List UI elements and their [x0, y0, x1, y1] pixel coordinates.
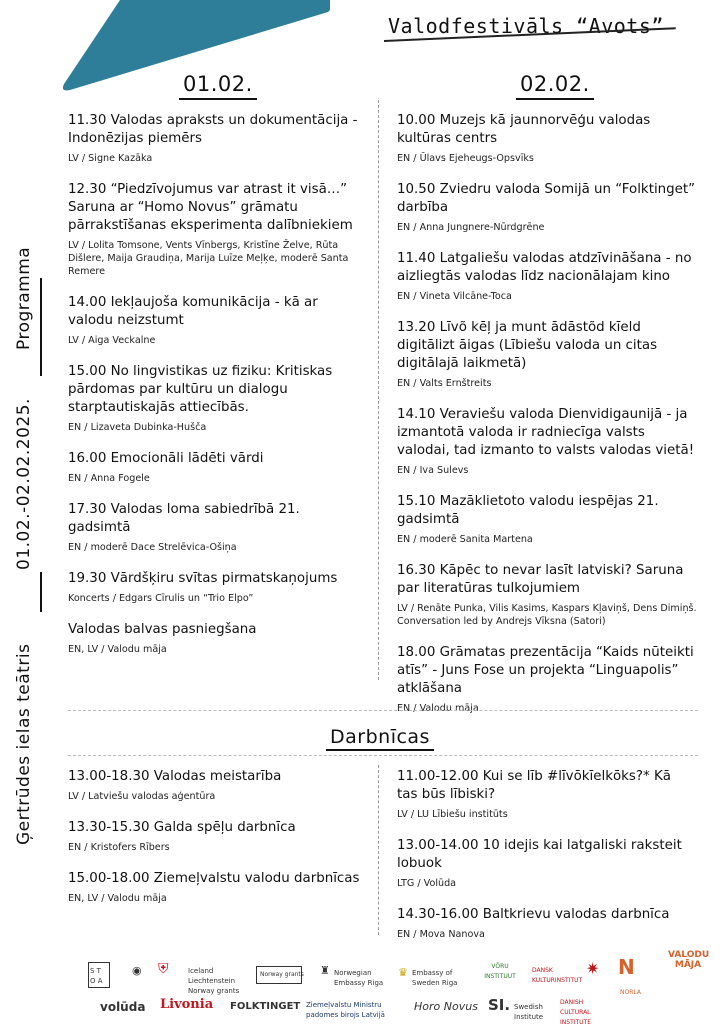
event-title: 15.00 No lingvistikas uz fiziku: Kritiskas pārdomas par kultūru un dialogu starptautiskajās attiecībās.	[68, 364, 333, 415]
event-item	[68, 501, 360, 554]
event-title: 11.40 Latgaliešu valodas atdzīvināšana - no aizliegtās valodas līdz nacionālajam kino	[397, 251, 692, 284]
workshop-meta: LV / LU Lībiešu institūts	[397, 809, 508, 820]
workshops-divider	[378, 765, 379, 935]
event-meta: EN / Valts Ernštreits	[397, 378, 492, 389]
workshop-meta: EN, LV / Valodu māja	[68, 893, 167, 904]
norway-grants-logo: Norway grants	[260, 971, 304, 978]
day1-events	[68, 112, 360, 672]
danish-culture-logo: DANSK KULTURINSTITUT	[532, 967, 583, 984]
event-title: 13.20 Līvõ kēļ ja munt ādāstõd kīeld digitālizt āigas (Lībiešu valoda un citas digitālajā laikmetā)	[397, 320, 658, 371]
coat-of-arms-icon: ◉	[132, 964, 142, 977]
event-title: 14.10 Veraviešu valoda Dienvidigaunijā - ja izmantotā valoda ir radniecīga valsts valodai, tad izmanto to valsts valodas vietā!	[397, 407, 695, 458]
workshops-heading-text: Darbnīcas	[330, 726, 430, 748]
event-title: 14.00 Iekļaujoša komunikācija - kā ar valodu neizstumt	[68, 295, 318, 328]
event-title: 18.00 Grāmatas prezentācija “Kaids nūteikti atīs” - Juns Fose un projekta “Linguapolis” atklāšana	[397, 645, 694, 696]
star-logo-icon: ✷	[586, 959, 600, 978]
event-item	[397, 644, 697, 715]
event-title: 10.00 Muzejs kā jaunnorvēģu valodas kultūras centrs	[397, 113, 651, 146]
norwegian-embassy-logo: Norwegian Embassy Riga	[334, 969, 384, 987]
event-item	[68, 363, 360, 434]
lion-icon: ♜	[320, 964, 330, 977]
side-venue: Ģertrūdes ielas teātris	[14, 643, 34, 845]
event-meta: Koncerts / Edgars Cīrulis un “Trio Elpo”	[68, 593, 254, 604]
workshop-item	[397, 837, 687, 890]
workshops-left	[68, 768, 360, 921]
event-meta: EN / moderē Sanita Martena	[397, 534, 533, 545]
event-title: 11.30 Valodas apraksts un dokumentācija - Indonēzijas piemērs	[68, 113, 358, 146]
sweden-embassy-logo: Embassy of Sweden Riga	[412, 969, 458, 987]
event-item	[68, 570, 360, 605]
event-title: Valodas balvas pasniegšana	[68, 622, 257, 637]
column-divider	[378, 100, 379, 680]
workshop-title: 13.00-14.00 10 idejis kai latgaliski raksteit lobuok	[397, 838, 682, 871]
side-divider	[40, 278, 42, 376]
event-item	[68, 181, 360, 278]
stoa-logo-text: S T O A	[90, 967, 103, 985]
side-labels	[10, 230, 50, 850]
danish-cultural-institute-logo: DANISH CULTURAL INSTITUTE	[560, 999, 592, 1024]
valodu-maja-logo: VALODU MĀJA	[668, 950, 710, 970]
event-title: 12.30 “Piedzīvojumus var atrast it visā…” Saruna ar “Homo Novus” grāmatu pārrakstīšanas eksperimenta dalībniekiem	[68, 182, 353, 233]
event-meta: LV / Lolita Tomsone, Vents Vīnbergs, Kristīne Želve, Rūta Dišlere, Maija Graudiņa, Marija Luīze Meļķe, moderē Santa Remere	[68, 240, 349, 277]
event-meta: EN / Ūlavs Ejeheugs-Opsvīks	[397, 153, 534, 164]
workshop-item	[397, 906, 687, 941]
event-meta: EN / Anna Fogele	[68, 473, 150, 484]
event-item	[397, 250, 697, 303]
workshop-item	[68, 819, 360, 854]
workshop-meta: LTG / Volūda	[397, 878, 457, 889]
day2-events	[397, 112, 697, 731]
event-meta: EN / Anna Jungnere-Nūrdgrēne	[397, 222, 545, 233]
workshop-item	[397, 768, 687, 821]
iceland-grants-logo: Iceland Liechtenstein Norway grants	[188, 967, 240, 995]
event-item	[397, 406, 697, 477]
day1-heading-text: 01.02.	[183, 72, 253, 96]
workshops-right	[397, 768, 687, 957]
event-meta: EN / Vineta Vilcāne-Toca	[397, 291, 512, 302]
event-meta: EN / Lizaveta Dubinka-Hušča	[68, 422, 207, 433]
event-item	[68, 112, 360, 165]
section-separator	[68, 710, 698, 711]
event-item	[397, 181, 697, 234]
festival-title: Valodfestivāls “Avots”	[388, 14, 664, 38]
workshop-item	[68, 870, 360, 905]
homo-novus-logo: Horo Novus	[414, 1000, 478, 1013]
event-meta: LV / Renāte Punka, Vilis Kasims, Kaspars Kļaviņš, Dens Dimiņš. Conversation led by Andrejs Vīksna (Satori)	[397, 603, 697, 627]
event-title: 19.30 Vārdšķiru svītas pirmatskaņojums	[68, 571, 338, 586]
event-title: 10.50 Zviedru valoda Somijā un “Folktinget” darbība	[397, 182, 696, 215]
event-item	[68, 294, 360, 347]
workshops-heading	[330, 726, 430, 748]
workshop-meta: EN / Kristofers Rībers	[68, 842, 170, 853]
side-dates: 01.02.-02.02.2025.	[14, 398, 34, 570]
workshop-meta: EN / Mova Nanova	[397, 929, 485, 940]
voru-institute-logo: VÕRU INSTITUUT	[484, 963, 516, 980]
day2-heading	[520, 72, 590, 96]
workshop-title: 11.00-12.00 Kui se līb #līvōkīelkōks?* Kā tas būs lībiski?	[397, 769, 671, 802]
side-programme: Programma	[14, 246, 34, 350]
event-item	[397, 562, 697, 628]
workshops-heading-underline	[326, 749, 434, 751]
workshop-title: 14.30-16.00 Baltkrievu valodas darbnīca	[397, 907, 670, 922]
side-divider	[40, 572, 42, 612]
swedish-institute-logo: Swedish Institute	[514, 1003, 544, 1021]
section-separator	[68, 755, 698, 756]
folktinget-logo: FOLKTINGET	[230, 1001, 301, 1012]
event-meta: EN / Iva Sulevs	[397, 465, 469, 476]
livonia-logo: Livonia	[160, 997, 214, 1012]
day2-heading-text: 02.02.	[520, 72, 590, 96]
workshop-title: 15.00-18.00 Ziemeļvalstu valodu darbnīcas	[68, 871, 360, 886]
sponsor-logos	[80, 950, 720, 1024]
voluda-logo: volūda	[100, 1000, 146, 1014]
crown-icon: ♛	[398, 966, 408, 979]
event-meta: EN / moderē Dace Strelēvica-Ošiņa	[68, 542, 237, 553]
event-item	[397, 112, 697, 165]
workshop-title: 13.00-18.30 Valodas meistarība	[68, 769, 282, 784]
workshop-item	[68, 768, 360, 803]
event-item	[397, 493, 697, 546]
day1-heading-underline	[179, 98, 257, 100]
norla-logo: N	[618, 955, 635, 979]
nordic-council-logo: Ziemeļvalstu Ministru padomes birojs Latvijā	[306, 1001, 385, 1019]
day2-heading-underline	[516, 98, 594, 100]
si-logo-mark: SI.	[488, 996, 511, 1014]
norla-logo-text: NORLA	[620, 989, 641, 996]
event-title: 16.00 Emocionāli lādēti vārdi	[68, 451, 264, 466]
event-item	[68, 450, 360, 485]
event-title: 17.30 Valodas loma sabiedrībā 21. gadsimtā	[68, 502, 300, 535]
workshop-meta: LV / Latviešu valodas aģentūra	[68, 791, 216, 802]
workshop-title: 13.30-15.30 Galda spēļu darbnīca	[68, 820, 296, 835]
event-meta: EN, LV / Valodu māja	[68, 644, 167, 655]
event-item	[397, 319, 697, 390]
event-title: 16.30 Kāpēc to nevar lasīt latviski? Saruna par literatūras tulkojumiem	[397, 563, 684, 596]
event-meta: LV / Signe Kazāka	[68, 153, 153, 164]
latvia-arms-icon: ⛨	[158, 961, 169, 977]
event-item	[68, 621, 360, 656]
day1-heading	[183, 72, 253, 96]
event-title: 15.10 Mazāklietoto valodu iespējas 21. gadsimtā	[397, 494, 659, 527]
event-meta: LV / Aiga Veckalne	[68, 335, 156, 346]
event-meta: EN / Valodu māja	[397, 703, 479, 714]
